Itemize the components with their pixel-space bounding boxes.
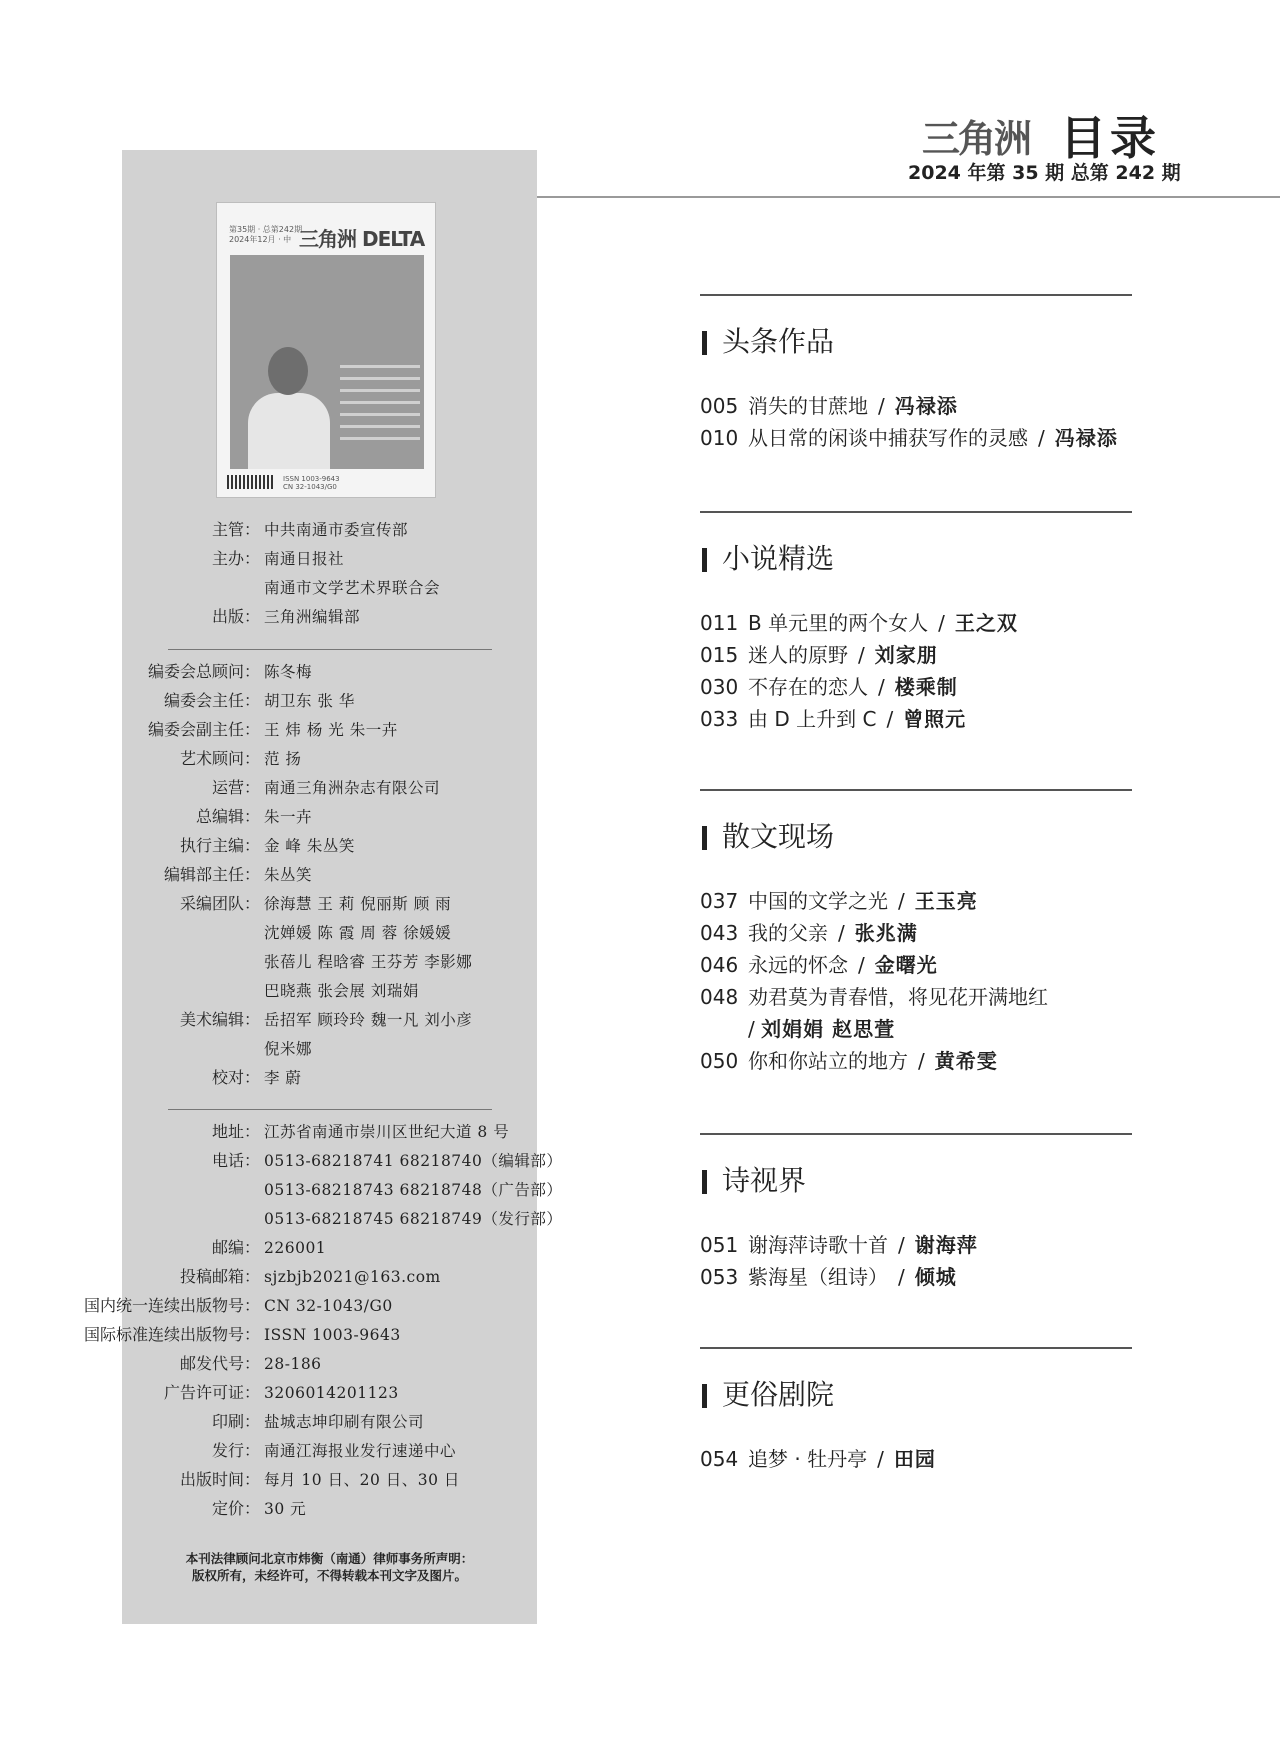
entry-title: 我的父亲 xyxy=(748,921,828,945)
entry-author: 田园 xyxy=(893,1447,936,1471)
entry-separator: / xyxy=(858,953,865,977)
entry-separator: / xyxy=(898,1265,905,1289)
entry-title: 从日常的闲谈中捕获写作的灵感 xyxy=(748,426,1028,450)
info-value: 朱丛笑 xyxy=(264,866,313,884)
info-label: 邮编： xyxy=(211,1238,260,1257)
info-value: 南通日报社 xyxy=(264,550,345,568)
info-row xyxy=(122,832,537,860)
toc-entry[interactable] xyxy=(700,639,938,671)
info-value: 盐城志坤印刷有限公司 xyxy=(264,1413,425,1431)
entry-author: 冯禄添 xyxy=(894,394,958,418)
info-label: 运营： xyxy=(211,778,260,797)
entry-title: 你和你站立的地方 xyxy=(748,1049,908,1073)
info-label: 出版： xyxy=(211,607,260,626)
info-label: 主办： xyxy=(211,549,260,568)
entry-page: 033 xyxy=(700,707,739,731)
info-value: 0513-68218741 68218740（编辑部） xyxy=(264,1152,563,1170)
info-value: 范 扬 xyxy=(264,750,302,768)
cover-codes xyxy=(283,475,340,491)
entry-title: 中国的文学之光 xyxy=(748,889,888,913)
info-label: 地址： xyxy=(211,1122,260,1141)
info-row xyxy=(122,658,537,686)
entry-author: 金曙光 xyxy=(874,953,938,977)
entry-separator: / xyxy=(898,1233,905,1257)
entry-page: 043 xyxy=(700,921,739,945)
info-label: 广告许可证： xyxy=(163,1383,260,1402)
section-divider xyxy=(700,511,1132,513)
info-value: 226001 xyxy=(264,1239,327,1257)
magazine-logo: 三角洲 xyxy=(922,117,1031,161)
entry-title: 劝君莫为青春惜，将见花开满地红 xyxy=(748,985,1048,1009)
section-divider xyxy=(700,1347,1132,1349)
entry-author: 张兆满 xyxy=(854,921,918,945)
info-value: 3206014201123 xyxy=(264,1384,399,1402)
info-label: 电话： xyxy=(211,1151,260,1170)
entry-title: 消失的甘蔗地 xyxy=(748,394,868,418)
info-value: 沈婵媛 陈 霞 周 蓉 徐媛媛 xyxy=(264,924,452,942)
info-row xyxy=(122,1408,537,1436)
entry-separator: / xyxy=(1038,426,1045,450)
info-label: 印刷： xyxy=(211,1412,260,1431)
entry-separator: / xyxy=(878,394,885,418)
info-row xyxy=(122,574,537,602)
info-value: 南通三角洲杂志有限公司 xyxy=(264,779,441,797)
toc-entry[interactable] xyxy=(700,703,966,735)
info-label: 编委会副主任： xyxy=(147,720,260,739)
entry-separator: / xyxy=(886,707,894,731)
info-row xyxy=(122,1263,537,1291)
info-row xyxy=(122,1118,537,1146)
info-label: 邮发代号： xyxy=(179,1354,260,1373)
section-title: 头条作品 xyxy=(700,324,834,360)
entry-separator: / xyxy=(918,1049,925,1073)
info-value: 张蓓儿 程晗睿 王芬芳 李影娜 xyxy=(264,953,473,971)
info-row xyxy=(122,1176,563,1204)
info-row xyxy=(83,1292,537,1320)
cover-photo xyxy=(230,255,424,469)
info-label: 校对： xyxy=(211,1068,260,1087)
entry-page: 011 xyxy=(700,611,739,635)
info-row xyxy=(122,516,537,544)
info-row xyxy=(83,1321,537,1349)
cover-figure xyxy=(248,393,330,469)
info-label: 国际标准连续出版物号： xyxy=(83,1325,260,1344)
cover-thumbnail xyxy=(216,202,436,498)
info-row xyxy=(122,1006,537,1034)
toc-entry[interactable] xyxy=(700,885,978,917)
section-title: 散文现场 xyxy=(700,819,834,855)
entry-author: 倾城 xyxy=(914,1265,957,1289)
entry-author: 刘家朋 xyxy=(874,643,938,667)
toc-entry[interactable] xyxy=(700,949,938,981)
entry-separator: / xyxy=(898,889,905,913)
cover-date-line: 2024年12月 · 中 xyxy=(229,235,292,244)
info-row xyxy=(122,545,537,573)
entry-author: 黄希雯 xyxy=(934,1049,998,1073)
info-row xyxy=(122,716,537,744)
entry-separator: / xyxy=(878,675,885,699)
info-value: 每月 10 日、20 日、30 日 xyxy=(264,1471,460,1489)
info-value: 0513-68218745 68218749（发行部） xyxy=(264,1210,563,1228)
section-title: 小说精选 xyxy=(700,541,834,577)
info-row xyxy=(122,1466,537,1494)
entry-page: 046 xyxy=(700,953,739,977)
info-value: sjzbjb2021@163.com xyxy=(264,1268,441,1286)
entry-author: 曾照元 xyxy=(903,707,967,731)
masthead-panel xyxy=(83,150,563,1624)
cover-issue-text xyxy=(229,225,302,245)
info-label: 采编团队： xyxy=(179,894,260,913)
entry-page: 010 xyxy=(700,426,739,450)
page-title: 目录 xyxy=(1060,111,1160,165)
info-row xyxy=(122,977,537,1005)
entry-separator: / xyxy=(877,1447,884,1471)
legal-notice xyxy=(122,1550,537,1584)
info-label: 编辑部主任： xyxy=(163,865,260,884)
toc-entry[interactable] xyxy=(700,390,958,422)
entry-author: 谢海萍 xyxy=(914,1233,978,1257)
entry-title: 追梦 · 牡丹亭 xyxy=(748,1447,868,1471)
cover-cn: CN 32-1043/G0 xyxy=(283,483,337,491)
info-value: 王 炜 杨 光 朱一卉 xyxy=(264,721,398,739)
entry-title: 谢海萍诗歌十首 xyxy=(748,1233,888,1257)
info-row xyxy=(122,603,537,631)
info-row xyxy=(122,1495,537,1523)
entry-page: 053 xyxy=(700,1265,739,1289)
info-label: 总编辑： xyxy=(195,807,260,826)
info-value: 江苏省南通市崇川区世纪大道 8 号 xyxy=(264,1123,510,1141)
info-row xyxy=(122,1035,537,1063)
info-label: 主管： xyxy=(211,520,260,539)
info-row xyxy=(122,687,537,715)
entry-author: 冯禄添 xyxy=(1054,426,1118,450)
cover-contents-lines xyxy=(340,365,420,449)
toc-entry[interactable] xyxy=(700,1045,998,1077)
info-value: 南通江海报业发行速递中心 xyxy=(264,1442,457,1460)
info-row xyxy=(122,1205,563,1233)
entry-page: 054 xyxy=(700,1447,739,1471)
info-value: 倪米娜 xyxy=(264,1040,313,1058)
toc-entry[interactable] xyxy=(700,1443,936,1475)
entry-author: 王之双 xyxy=(954,611,1018,635)
entry-title: 永远的怀念 xyxy=(748,953,848,977)
entry-author: 楼乘制 xyxy=(894,675,958,699)
info-value: 胡卫东 张 华 xyxy=(264,692,355,710)
info-value: 巴晓燕 张会展 刘瑞娟 xyxy=(264,982,419,1000)
info-row xyxy=(122,919,537,947)
info-row xyxy=(122,1234,537,1262)
info-value: ISSN 1003-9643 xyxy=(264,1326,401,1344)
info-value: 三角洲编辑部 xyxy=(264,608,361,626)
info-value: 朱一卉 xyxy=(264,808,313,826)
entry-separator: / xyxy=(748,1017,762,1041)
legal-line: 本刊法律顾问北京市炜衡（南通）律师事务所声明： xyxy=(185,1551,474,1566)
section-title: 更俗剧院 xyxy=(700,1377,834,1413)
info-label: 编委会主任： xyxy=(163,691,260,710)
issue-info: 2024 年第 35 期 总第 242 期 xyxy=(908,162,1181,184)
entry-author: 王玉亮 xyxy=(914,889,978,913)
entry-page: 015 xyxy=(700,643,739,667)
toc-entry[interactable] xyxy=(700,422,1118,454)
entry-separator: / xyxy=(838,921,845,945)
info-row xyxy=(122,774,537,802)
entry-separator: / xyxy=(938,611,945,635)
toc-entry-continuation xyxy=(748,1013,895,1045)
info-row xyxy=(122,1350,537,1378)
entry-page: 050 xyxy=(700,1049,739,1073)
info-row xyxy=(122,890,537,918)
info-value: 李 蔚 xyxy=(264,1069,302,1087)
info-label: 投稿邮箱： xyxy=(179,1267,260,1286)
entry-title: 迷人的原野 xyxy=(748,643,848,667)
entry-page: 048 xyxy=(700,985,739,1009)
masthead-divider xyxy=(168,649,492,650)
entry-author: 刘娟娟 赵思萱 xyxy=(761,1017,896,1041)
info-value: 中共南通市委宣传部 xyxy=(264,521,409,539)
entry-separator: / xyxy=(858,643,865,667)
toc-entry[interactable] xyxy=(700,981,1048,1013)
info-value: 28-186 xyxy=(264,1355,322,1373)
cover-logo: 三角洲 DELTA xyxy=(299,227,425,251)
entry-page: 030 xyxy=(700,675,739,699)
info-value: 南通市文学艺术界联合会 xyxy=(264,579,441,597)
info-value: 30 元 xyxy=(264,1500,307,1518)
info-value: 陈冬梅 xyxy=(264,663,313,681)
section-title: 诗视界 xyxy=(700,1163,806,1199)
info-row xyxy=(122,861,537,889)
info-row xyxy=(122,1064,537,1092)
barcode-icon xyxy=(227,475,275,489)
entry-title: 不存在的恋人 xyxy=(748,675,868,699)
cover-issue-line: 第35期 · 总第242期 xyxy=(229,225,303,234)
entry-title: B 单元里的两个女人 xyxy=(748,611,929,635)
info-value: CN 32-1043/G0 xyxy=(264,1297,393,1315)
entry-title: 由 D 上升到 C xyxy=(748,707,877,731)
info-value: 金 峰 朱丛笑 xyxy=(264,837,355,855)
info-label: 美术编辑： xyxy=(179,1010,260,1029)
info-label: 编委会总顾问： xyxy=(147,662,260,681)
info-label: 发行： xyxy=(211,1441,260,1460)
legal-line: 版权所有，未经许可，不得转载本刊文字及图片。 xyxy=(191,1568,467,1583)
section-divider xyxy=(700,789,1132,791)
info-label: 国内统一连续出版物号： xyxy=(83,1296,260,1315)
info-value: 徐海慧 王 莉 倪丽斯 顾 雨 xyxy=(264,895,452,913)
entry-page: 037 xyxy=(700,889,739,913)
info-row xyxy=(122,1147,563,1175)
toc-entry[interactable] xyxy=(700,671,958,703)
entry-title: 紫海星（组诗） xyxy=(748,1265,888,1289)
entry-page: 051 xyxy=(700,1233,739,1257)
info-row xyxy=(122,1379,537,1407)
info-row xyxy=(122,1437,537,1465)
toc-entry[interactable] xyxy=(700,1229,978,1261)
toc-entry[interactable] xyxy=(700,607,1018,639)
info-row xyxy=(122,803,537,831)
info-value: 岳招军 顾玲玲 魏一凡 刘小彦 xyxy=(264,1011,473,1029)
entry-page: 005 xyxy=(700,394,739,418)
toc-entry[interactable] xyxy=(700,1261,957,1293)
cover-figure-head xyxy=(268,347,308,395)
info-label: 定价： xyxy=(211,1499,260,1518)
editorial-divider xyxy=(168,1109,492,1110)
toc-entry[interactable] xyxy=(700,917,918,949)
info-label: 出版时间： xyxy=(179,1470,260,1489)
info-row xyxy=(122,948,537,976)
info-label: 执行主编： xyxy=(179,836,260,855)
section-divider xyxy=(700,294,1132,296)
section-divider xyxy=(700,1133,1132,1135)
cover-issn: ISSN 1003-9643 xyxy=(283,475,340,483)
info-row xyxy=(122,745,537,773)
header-divider xyxy=(537,196,1280,198)
info-label: 艺术顾问： xyxy=(179,749,260,768)
info-value: 0513-68218743 68218748（广告部） xyxy=(264,1181,563,1199)
